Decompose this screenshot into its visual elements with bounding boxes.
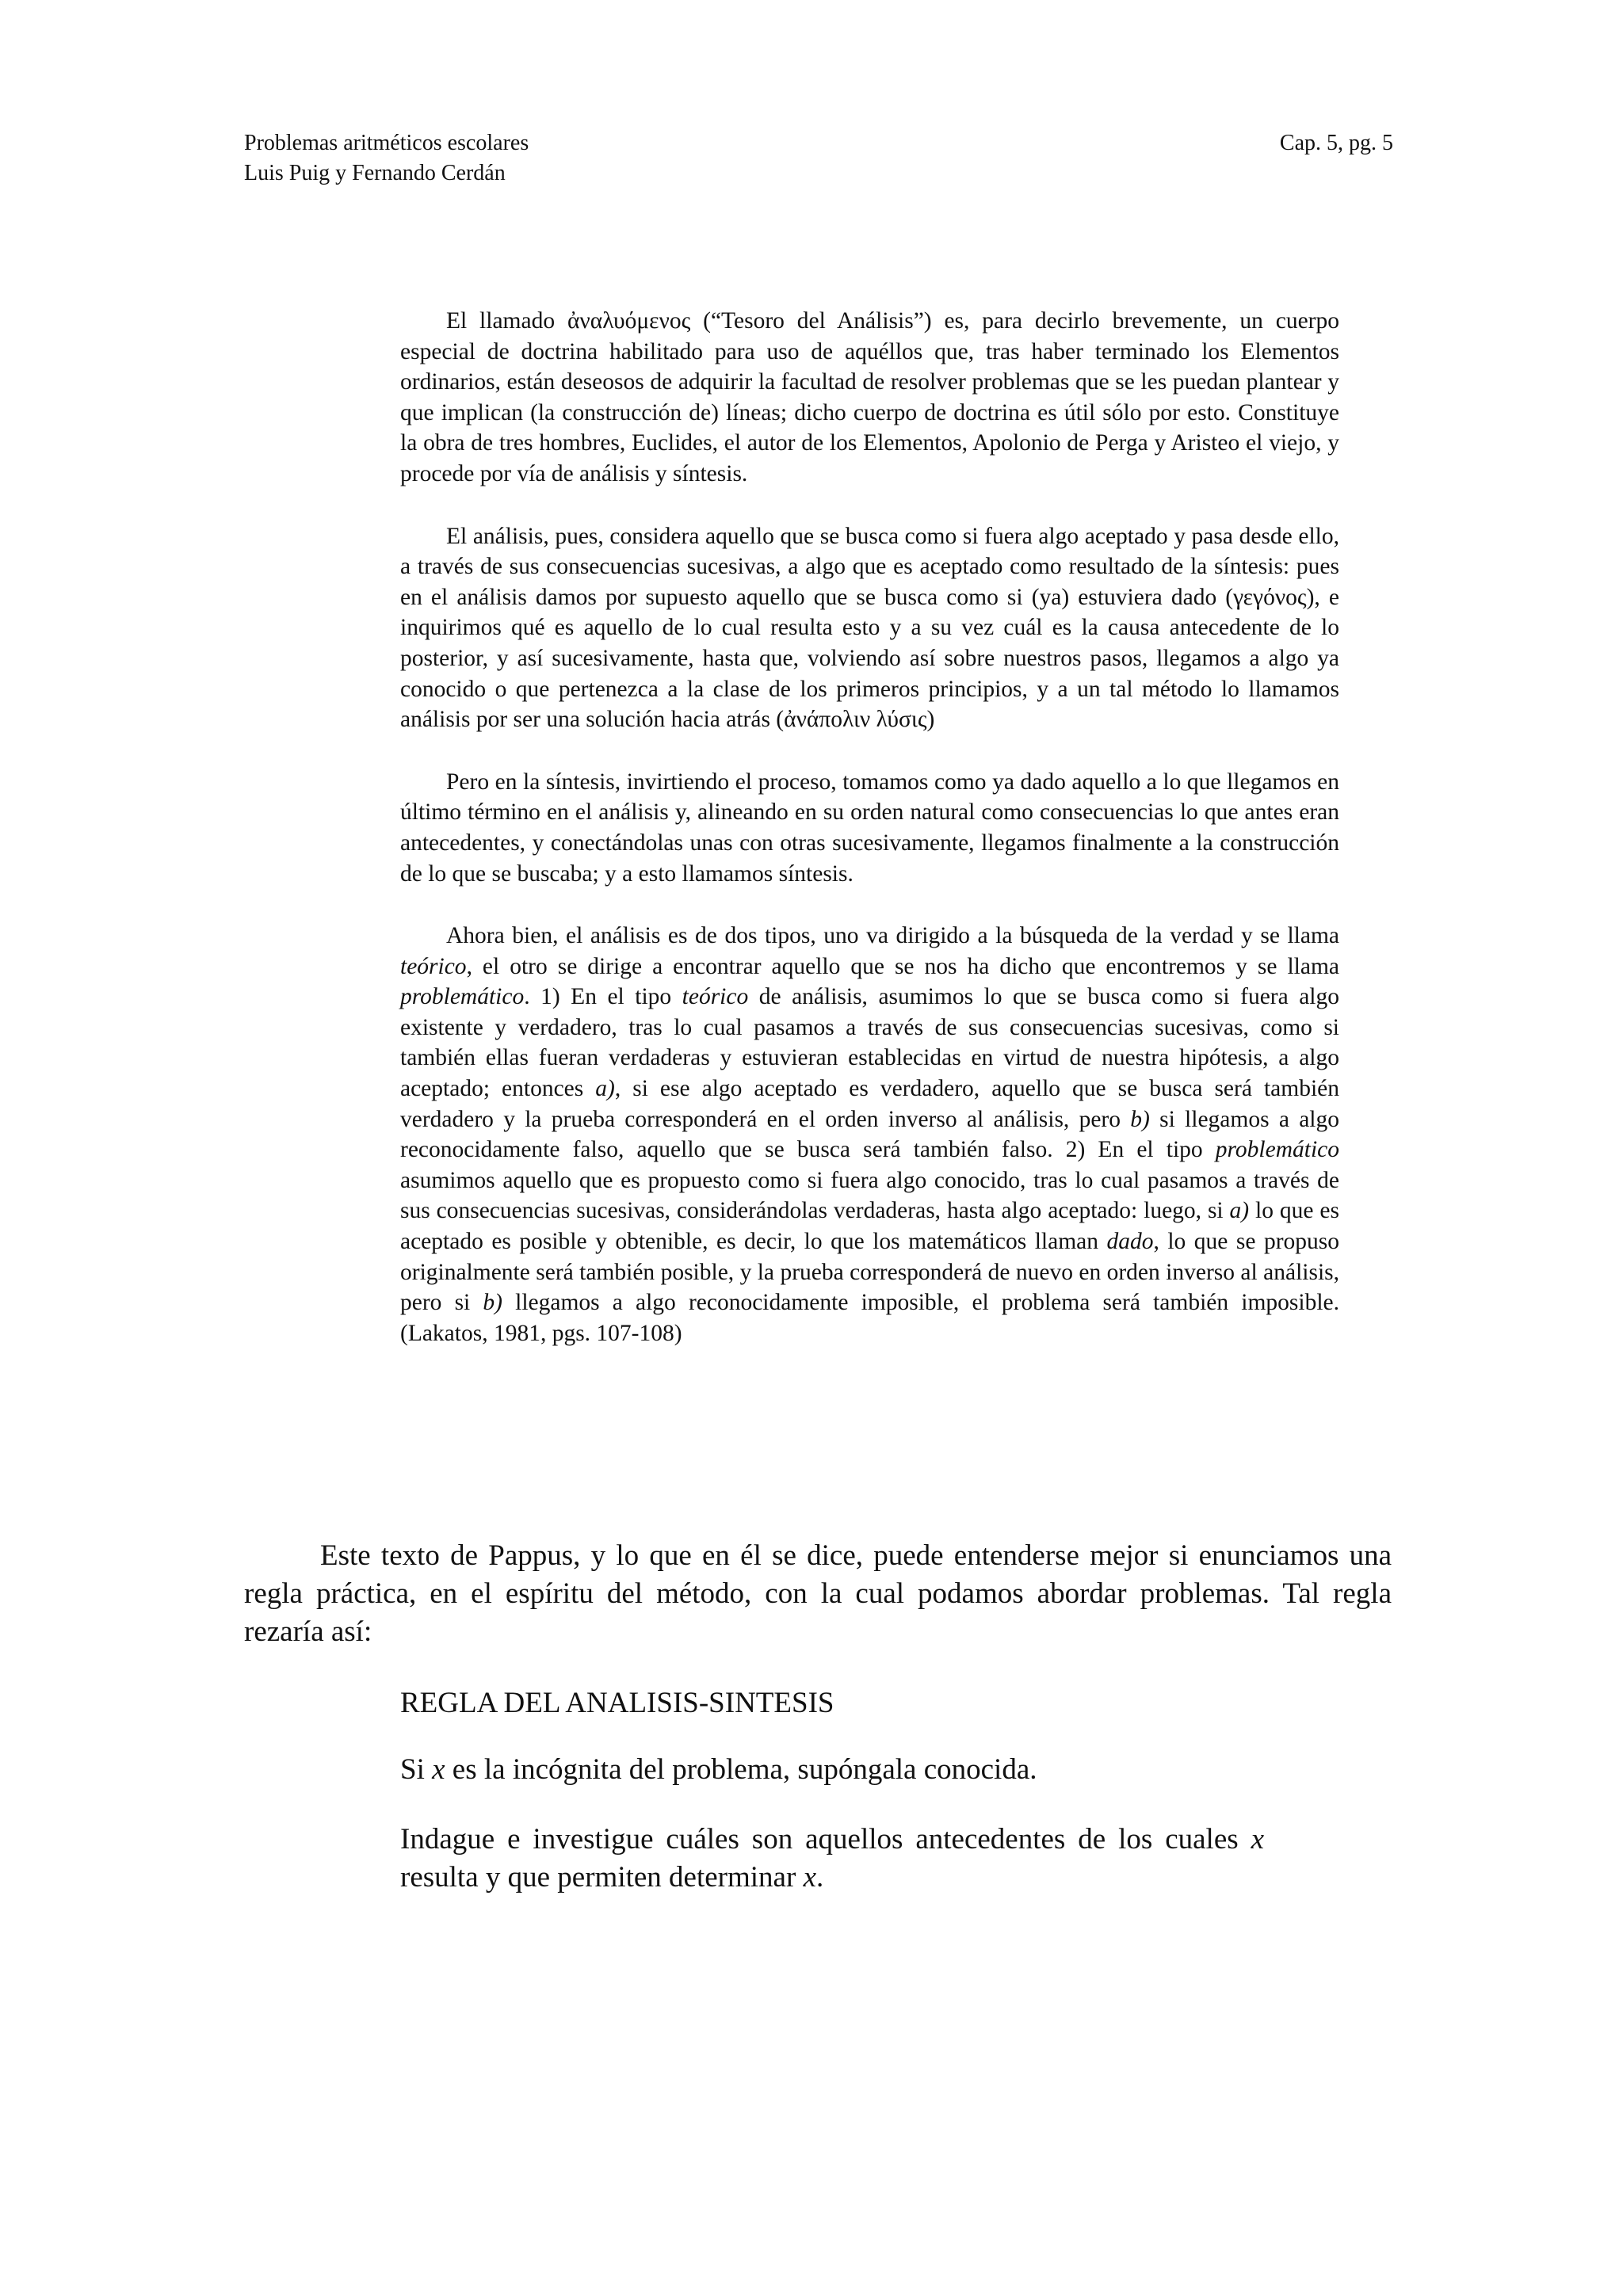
body-paragraph: Este texto de Pappus, y lo que en él se dice, puede entenderse mejor si enunciamos una regla práctica, en el espíritu del método, con la cual podamos abordar problemas. Tal regla rezaría así: [244, 1539, 1392, 1648]
text-run: llegamos a algo reconocidamente imposible, el problema será también imposible. (Lakatos, 1981, pgs. 107-108) [400, 1290, 1339, 1346]
rule-step-2 [400, 1821, 1264, 1897]
book-title: Problemas aritméticos escolares [244, 131, 529, 155]
text-run: asumimos aquello que es propuesto como si fuera algo conocido, tras lo cual pasamos a través de sus consecuencias sucesivas, considerándolas verdaderas, hasta algo aceptado: luego, si [400, 1167, 1339, 1224]
text-run: si llegamos a algo reconocidamente falso, aquello que se busca será también falso. 2) En el tipo [400, 1106, 1339, 1163]
italic-term: b) [1130, 1106, 1150, 1132]
text-run: , el otro se dirige a encontrar aquello que se nos ha dicho que encontremos y se llama [466, 953, 1339, 979]
greek-term: ἀνάπολιν λύσις [784, 707, 927, 733]
variable-x: x [803, 1861, 816, 1894]
italic-term: a) [595, 1076, 615, 1102]
greek-term: ἀναλυόμενος [567, 308, 691, 334]
italic-term: dado [1106, 1229, 1154, 1255]
text-run: Indague e investigue cuáles son aquellos antecedentes de los cuales [400, 1823, 1251, 1855]
italic-term: b) [483, 1290, 502, 1316]
text-run: El análisis, pues, considera aquello que se busca como si fuera algo aceptado y pasa desde ello, a través de sus consecuencias sucesivas, a algo que es aceptado como resultado de la síntesis: pues en el análisis damos por supuesto aquello que se busca como si (ya) estuviera dado ( [400, 523, 1339, 610]
text-run: de análisis, asumimos lo que se busca como si fuera algo existente y verdadero, tras lo cual pasamos a través de sus consecuencias sucesivas, como si también ellas fueran verdaderas y estuvieran establecidas en virtud de nuestra hipótesis, a algo aceptado; entonces [400, 984, 1339, 1102]
text-run: es la incógnita del problema, supóngala conocida. [445, 1753, 1037, 1786]
quote-paragraph-3: Pero en la síntesis, invirtiendo el proceso, tomamos como ya dado aquello a lo que llegamos en último término en el análisis y, alineando en su orden natural como consecuencias lo que antes eran antecedentes, y conectándolas unas con otras sucesivamente, llegamos finalmente a la construcción de lo que se buscaba; y a esto llamamos síntesis. [400, 769, 1339, 887]
page-header [244, 128, 1393, 189]
italic-term: problemático [400, 984, 525, 1010]
text-run: ) [926, 707, 935, 733]
rule-step-1 [400, 1751, 1280, 1789]
text-run: resulta y que permiten determinar [400, 1861, 804, 1894]
text-run: , lo que se propuso originalmente será también posible, y la prueba corresponderá de nuevo en orden inverso al análisis, pero si [400, 1229, 1339, 1316]
text-run: . 1) En el tipo [524, 984, 682, 1010]
text-run: lo que es aceptado es posible y obtenible, es decir, lo que los matemáticos llaman [400, 1198, 1339, 1255]
page-reference: Cap. 5, pg. 5 [1279, 131, 1393, 155]
italic-term: teórico [682, 984, 749, 1010]
greek-term: γεγόνος [1233, 584, 1307, 610]
text-run: ), e inquirimos qué es aquello de lo cual resulta esto y a su vez cuál es la causa antecedente de lo posterior, y así sucesivamente, hasta que, volviendo así sobre nuestros pasos, llegamos a algo ya conocido o que pertenezca a la clase de los primeros principios, y a un tal método lo llamamos análisis por ser una solución hacia atrás ( [400, 584, 1339, 733]
rule-title: REGLA DEL ANALISIS-SINTESIS [400, 1687, 834, 1719]
body-text [244, 1537, 1392, 1651]
variable-x: x [1251, 1823, 1264, 1855]
variable-x: x [432, 1753, 445, 1786]
italic-term: a) [1229, 1198, 1250, 1224]
text-run: , si ese algo aceptado es verdadero, aquello que se busca será también verdadero y la prueba corresponderá en el orden inverso al análisis, pero [400, 1076, 1339, 1132]
quote-paragraph-1 [400, 306, 1339, 490]
pappus-quote [400, 306, 1339, 1348]
header-left [244, 128, 529, 189]
quote-paragraph-4 [400, 921, 1339, 1348]
italic-term: teórico [400, 953, 467, 979]
text-run: Ahora bien, el análisis es de dos tipos, uno va dirigido a la búsqueda de la verdad y se llama [446, 923, 1339, 949]
authors: Luis Puig y Fernando Cerdán [244, 161, 506, 185]
italic-term: problemático [1215, 1137, 1339, 1163]
quote-paragraph-2 [400, 521, 1339, 735]
text-run: Si [400, 1753, 433, 1786]
text-run: (“Tesoro del Análisis”) es, para decirlo brevemente, un cuerpo especial de doctrina habilitado para uso de aquéllos que, tras haber terminado los Elementos ordinarios, están deseosos de adquirir la facultad de resolver problemas que se les puedan plantear y que implican (la construcción de) líneas; dicho cuerpo de doctrina es útil sólo por esto. Constituye la obra de tres hombres, Euclides, el autor de los Elementos, Apolonio de Perga y Aristeo el viejo, y procede por vía de análisis y síntesis. [400, 308, 1340, 486]
text-run: El llamado [446, 308, 567, 334]
text-run: . [816, 1861, 824, 1894]
